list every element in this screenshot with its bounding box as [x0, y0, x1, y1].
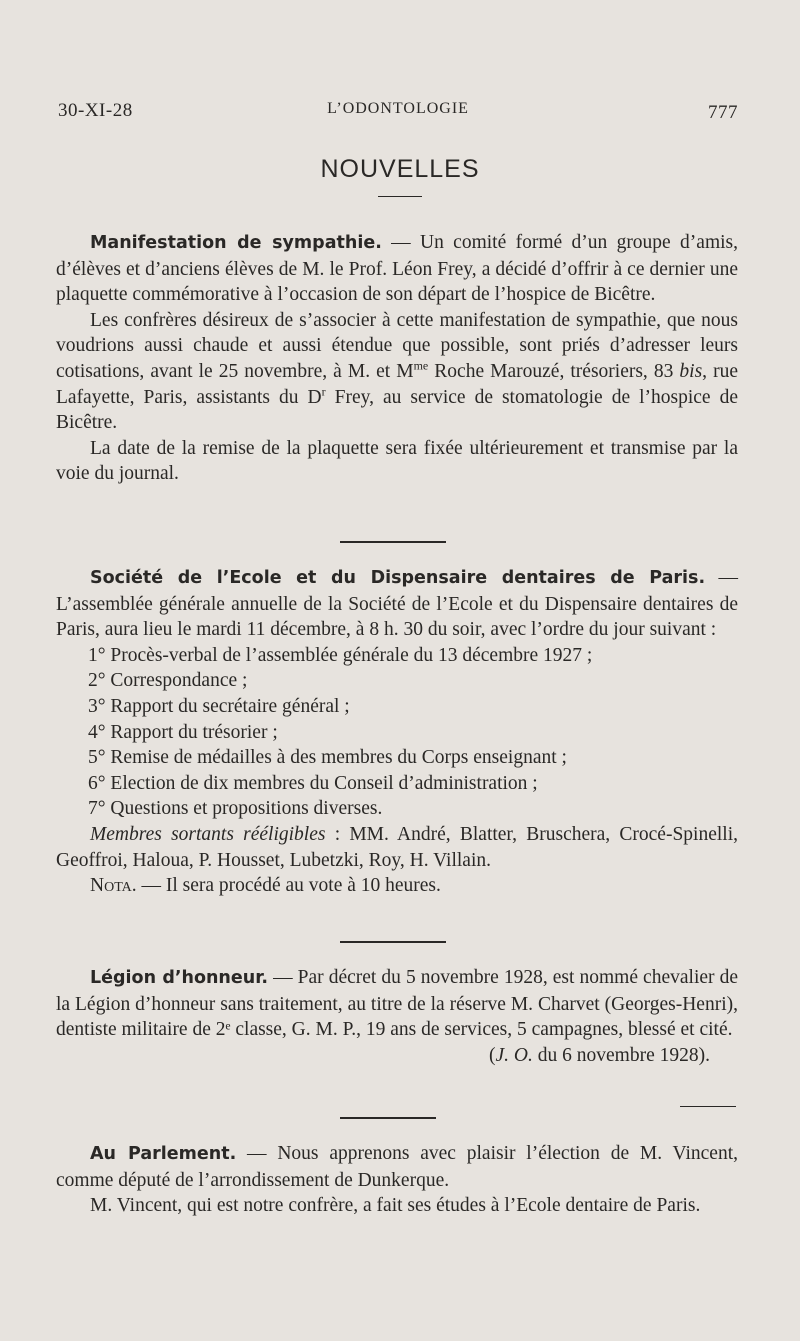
title-underline — [378, 196, 422, 197]
article-heading: Légion d’honneur. — [90, 968, 268, 988]
article-societe — [56, 565, 738, 899]
issue-date: 30-XI-28 — [58, 100, 133, 121]
article-parlement — [56, 1141, 738, 1219]
separator-rule — [340, 541, 446, 543]
section-title: NOUVELLES — [320, 155, 480, 183]
article-sympathie-p1: Manifestation de sympathie. — Un comité formé d’un groupe d’amis, d’élèves et d’anciens élèves de M. le Prof. Léon Frey, a décidé d’offrir à ce dernier une plaquette commémorative à l’occasion de son départ de l’hospice de Bicêtre. — [56, 232, 738, 306]
nota-paragraph: Nota. — Il sera procédé au vote à 10 heures. — [90, 875, 441, 897]
article-legion-source: (J. O. du 6 novembre 1928). — [489, 1044, 710, 1066]
article-legion-text: Légion d’honneur. — Par décret du 5 novembre 1928, est nommé chevalier de la Légion d’honneur sans traitement, au titre de la réserve M. Charvet (Georges-Henri), dentiste militaire de 2ᵉ classe, G. M. P., 19 ans de services, 5 campagnes, blessé et cité. — [56, 967, 738, 1041]
agenda-item: 5° Remise de médailles à des membres du Corps enseignant ; — [88, 747, 567, 769]
article-heading: Manifestation de sympathie. — [90, 233, 382, 253]
article-parlement-p1: Au Parlement. — Nous apprenons avec plaisir l’élection de M. Vincent, comme député de l’arrondissement de Dunkerque. — [56, 1143, 738, 1191]
page-number: 777 — [708, 102, 738, 123]
article-sympathie-p2: Les confrères désireux de s’associer à cette manifestation de sympathie, que nous voudrions aussi chaude et aussi étendue que possible, sont priés d’adresser leurs cotisations, avant le 25 novembre, à M. et $M^{me}$ Roche Marouzé, trésoriers, 83 bis, rue Lafayette, Paris, assistants du $D^r$ Frey, au service de stomatologie de l’hospice de Bicêtre. — [56, 309, 738, 434]
separator-rule — [340, 1117, 436, 1119]
article-sympathie-p3: La date de la remise de la plaquette sera fixée ultérieurement et transmise par la voie du journal. — [56, 437, 738, 485]
members-paragraph: Membres sortants rééligibles : MM. André, Blatter, Bruschera, Crocé-Spinelli, Geoffroi, Haloua, P. Housset, Lubetzki, Roy, H. Villain. — [56, 823, 738, 871]
separator-rule — [340, 941, 446, 943]
article-legion — [56, 965, 738, 1068]
agenda-item: 4° Rapport du trésorier ; — [88, 721, 278, 743]
article-parlement-p2: M. Vincent, qui est notre confrère, a fait ses études à l’Ecole dentaire de Paris. — [90, 1195, 701, 1217]
source-underline — [680, 1106, 736, 1107]
agenda-item: 3° Rapport du secrétaire général ; — [88, 695, 350, 717]
agenda-item: 1° Procès-verbal de l’assemblée générale du 13 décembre 1927 ; — [88, 644, 593, 666]
article-sympathie — [56, 230, 738, 487]
journal-title: L’ODONTOLOGIE — [327, 100, 469, 117]
article-societe-intro: Société de l’Ecole et du Dispensaire dentaires de Paris. — L’assemblée générale annuelle de la Société de l’Ecole et du Dispensaire dentaires de Paris, aura lieu le mardi 11 décembre, à 8 h. 30 du soir, avec l’ordre du jour suivant : — [56, 567, 738, 641]
article-heading: Société de l’Ecole et du Dispensaire dentaires de Paris. — [90, 568, 706, 588]
agenda-item: 7° Questions et propositions diverses. — [88, 798, 383, 820]
agenda-item: 2° Correspondance ; — [88, 670, 248, 692]
article-heading: Au Parlement. — [90, 1144, 237, 1164]
agenda-item: 6° Election de dix membres du Conseil d’administration ; — [88, 772, 538, 794]
